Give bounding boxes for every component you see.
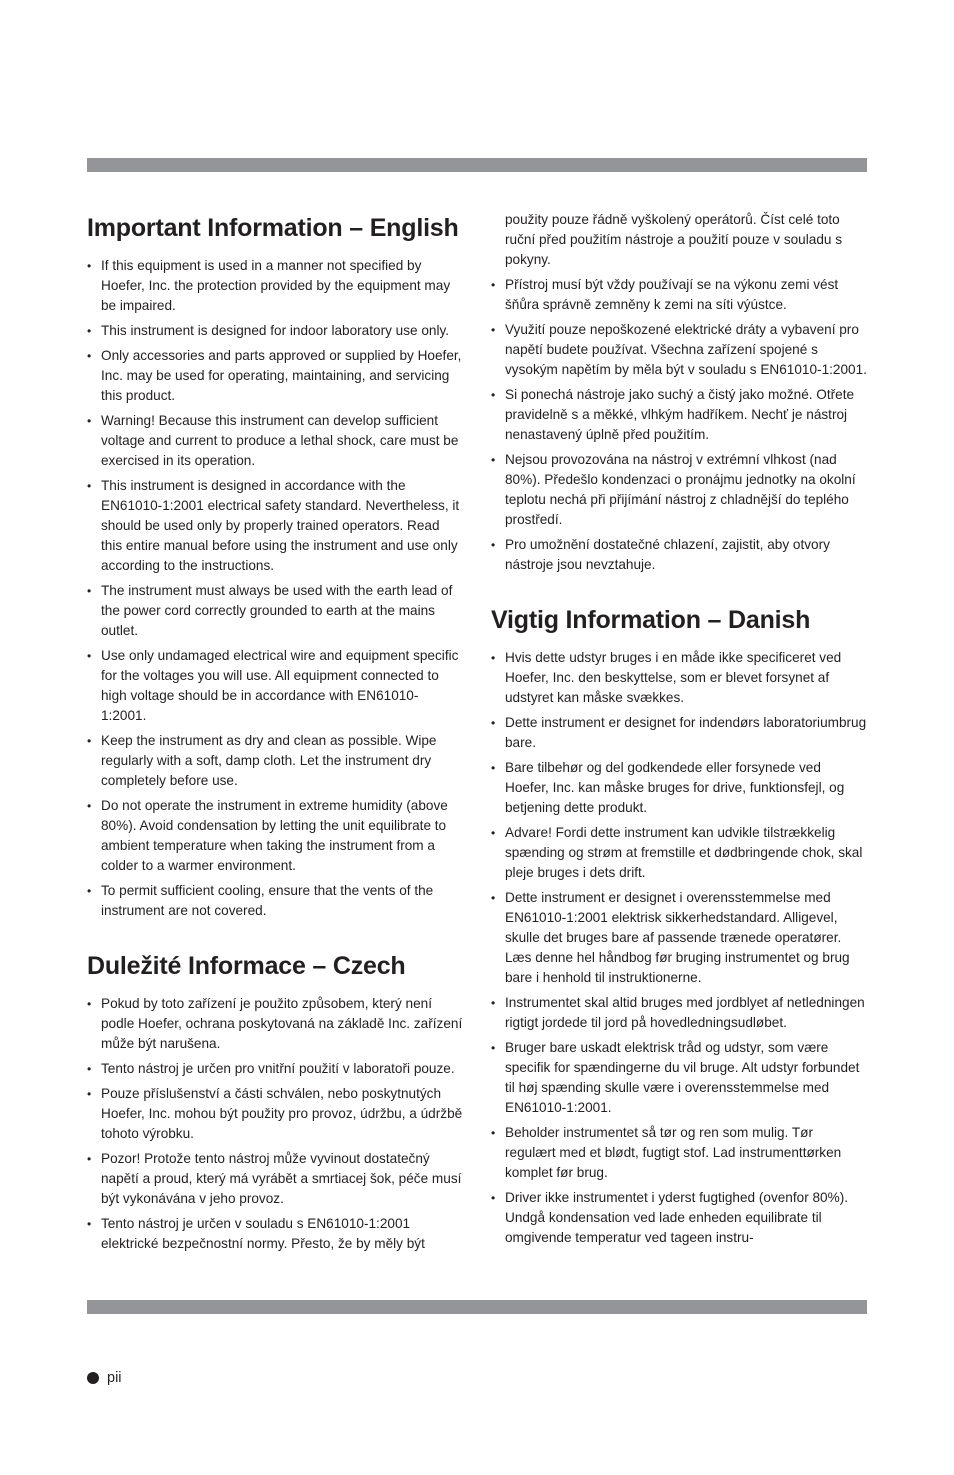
bottom-rule <box>87 1300 867 1314</box>
list-item: • Advare! Fordi dette instrument kan udvikle tilstrækkelig spænding og strøm at fremstille et dødbringende chok, skal pleje bruges i dets drift. <box>491 823 867 883</box>
list-item: • Instrumentet skal altid bruges med jordblyet af netledningen rigtigt jordede til jord på hovedledningsudløbet. <box>491 993 867 1033</box>
list-item: • Driver ikke instrumentet i yderst fugtighed (ovenfor 80%). Undgå kondensation ved lade enheden equilibrate til omgivende temperatur ved tageen instru- <box>491 1188 867 1248</box>
bullet-list-czech <box>87 994 463 1254</box>
bullet-dot-icon <box>87 1372 99 1384</box>
list-item: • Bruger bare uskadt elektrisk tråd og udstyr, som være specifik for spændingerne du vil bruge. Alt udstyr forbundet til høj spænding skulle være i overensstemmelse med EN61010-1:2001. <box>491 1038 867 1118</box>
top-rule <box>87 158 867 172</box>
list-item: • Využití pouze nepoškozené elektrické dráty a vybavení pro napětí budete používat. Všechna zařízení spojené s vysokým napětím by měla být v souladu s EN61010-1:2001. <box>491 320 867 380</box>
list-item: • This instrument is designed in accordance with the EN61010-1:2001 electrical safety standard. Nevertheless, it should be used only by properly trained operators. Read this entire manual before using the instrument and use only according to the instructions. <box>87 476 463 576</box>
bullet-list-danish <box>491 648 867 1248</box>
list-item: • The instrument must always be used with the earth lead of the power cord correctly grounded to earth at the mains outlet. <box>87 581 463 641</box>
list-item: • Use only undamaged electrical wire and equipment specific for the voltages you will use. All equipment connected to high voltage should be in accordance with EN61010-1:2001. <box>87 646 463 726</box>
list-item: • If this equipment is used in a manner not specified by Hoefer, Inc. the protection provided by the equipment may be impaired. <box>87 256 463 316</box>
list-item: • Only accessories and parts approved or supplied by Hoefer, Inc. may be used for operating, maintaining, and servicing this product. <box>87 346 463 406</box>
section-danish <box>491 602 867 1248</box>
bullet-list-czech-continued <box>491 210 867 270</box>
section-title-english: Important Information – English <box>87 214 459 242</box>
list-item: • Tento nástroj je určen pro vnitřní použití v laboratoři pouze. <box>87 1059 463 1079</box>
left-column <box>87 210 463 1259</box>
page-number: pii <box>107 1370 122 1386</box>
section-english <box>87 210 463 921</box>
bullet-list-english <box>87 256 463 921</box>
list-item: • Si ponechá nástroje jako suchý a čistý jako možné. Otřete pravidelně s a měkké, vlhkým hadříkem. Nechť je nástroj nenastavený úplně před použitím. <box>491 385 867 445</box>
list-item: • Pro umožnění dostatečné chlazení, zajistit, aby otvory nástroje jsou nevztahuje. <box>491 535 867 575</box>
list-item: • Bare tilbehør og del godkendede eller forsynede ved Hoefer, Inc. kan måske bruges for drive, funktionsfejl, og betjening dette produkt. <box>491 758 867 818</box>
list-item: • Dette instrument er designet i overensstemmelse med EN61010-1:2001 elektrisk sikkerhedstandard. Alligevel, skulle det bruges bare af passende trænede operatører. Læs denne hel håndbog før bruging instrumentet og brug bare i henhold til instruktionerne. <box>491 888 867 988</box>
list-item: • Tento nástroj je určen v souladu s EN61010-1:2001 elektrické bezpečnostní normy. Přesto, že by měly být <box>87 1214 463 1254</box>
list-item: • Pouze příslušenství a části schválen, nebo poskytnutých Hoefer, Inc. mohou být použity pro provoz, údržbu, a údržbě tohoto výrobku. <box>87 1084 463 1144</box>
list-item: • Přístroj musí být vždy používají se na výkonu zemi vést šňůra správně zemněny k zemi na síti výústce. <box>491 275 867 315</box>
list-item: • Warning! Because this instrument can develop sufficient voltage and current to produce a lethal shock, care must be exercised in its operation. <box>87 411 463 471</box>
list-item: • To permit sufficient cooling, ensure that the vents of the instrument are not covered. <box>87 881 463 921</box>
list-item: použity pouze řádně vyškolený operátorů. Číst celé toto ruční před použitím nástroje a použití pouze v souladu s pokyny. <box>505 212 843 267</box>
section-czech-continued <box>491 210 867 575</box>
page-footer <box>87 1368 122 1388</box>
list-item: • Nejsou provozována na nástroj v extrémní vlhkost (nad 80%). Předešlo kondenzaci o pronájmu jednotky na okolní teplotu nechá při přijímání nástroj z chladnější do teplého prostředí. <box>491 450 867 530</box>
list-item: • Pozor! Protože tento nástroj může vyvinout dostatečný napětí a proud, který má vyrábět a smrtiacej šok, péče musí být vykonávána v jeho provoz. <box>87 1149 463 1209</box>
right-column <box>491 210 867 1253</box>
section-title-danish: Vigtig Information – Danish <box>491 606 811 634</box>
list-item: • Keep the instrument as dry and clean as possible. Wipe regularly with a soft, damp cloth. Let the instrument dry completely before use. <box>87 731 463 791</box>
list-item: • Beholder instrumentet så tør og ren som mulig. Tør regulært med et blødt, fugtigt stof. Lad instrumenttørken komplet før brug. <box>491 1123 867 1183</box>
list-item: • Hvis dette udstyr bruges i en måde ikke specificeret ved Hoefer, Inc. den beskyttelse, som er blevet forsynet af udstyret kan måske svækkes. <box>491 648 867 708</box>
section-czech <box>87 948 463 1254</box>
list-item: • Do not operate the instrument in extreme humidity (above 80%). Avoid condensation by letting the unit equilibrate to ambient temperature when taking the instrument from a colder to a warmer environment. <box>87 796 463 876</box>
bullet-list-czech-right <box>491 275 867 575</box>
list-item: • This instrument is designed for indoor laboratory use only. <box>87 321 463 341</box>
section-title-czech: Duležité Informace – Czech <box>87 952 406 980</box>
list-item: • Pokud by toto zařízení je použito způsobem, který není podle Hoefer, ochrana poskytovaná na základě Inc. zařízení může být narušena. <box>87 994 463 1054</box>
list-item: • Dette instrument er designet for indendørs laboratoriumbrug bare. <box>491 713 867 753</box>
